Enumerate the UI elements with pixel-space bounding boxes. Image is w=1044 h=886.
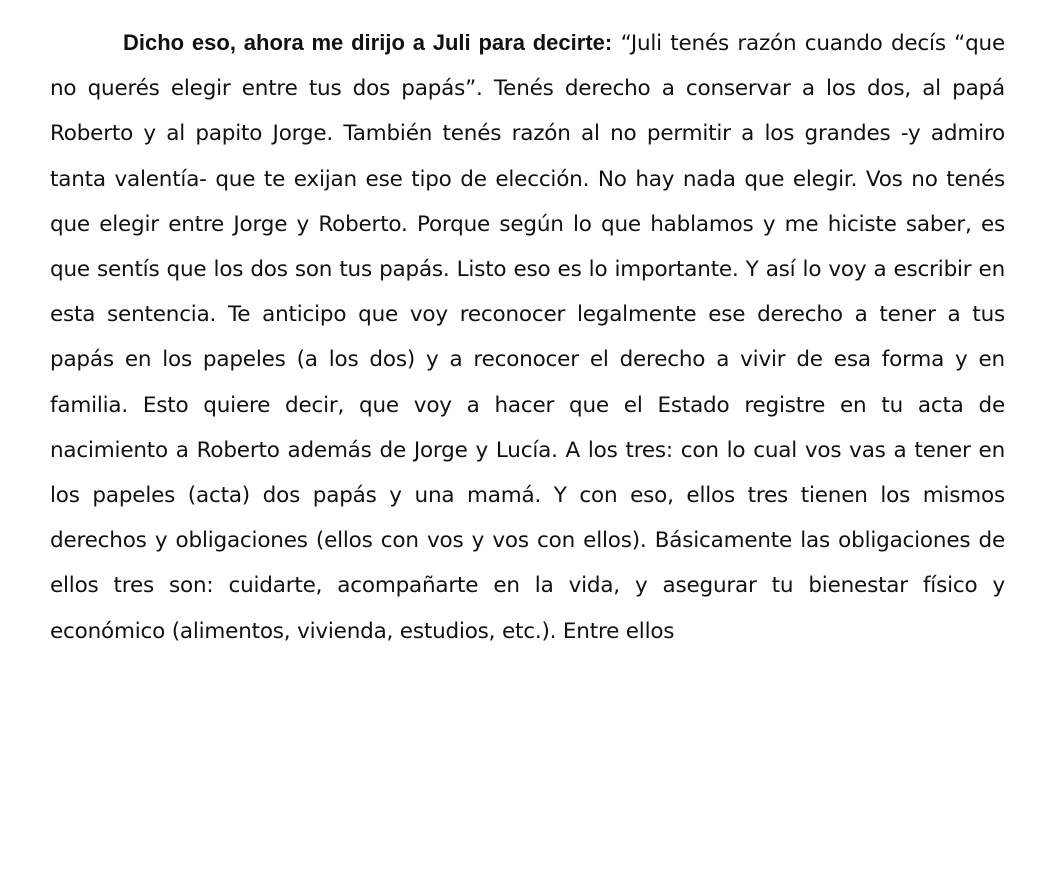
- lead-sentence: Dicho eso, ahora me dirijo a Juli para decirte:: [123, 30, 613, 55]
- body-paragraph: [50, 20, 1005, 654]
- paragraph-text: “Juli tenés razón cuando decís “que no querés elegir entre tus dos papás”. Tenés derecho a conservar a los dos, al papá Roberto y al papito Jorge. También tenés razón al no permitir a los grandes -y admiro tanta valentía- que te exijan ese tipo de elección. No hay nada que elegir. Vos no tenés que elegir entre Jorge y Roberto. Porque según lo que hablamos y me hiciste saber, es que sentís que los dos son tus papás. Listo eso es lo importante. Y así lo voy a escribir en esta sentencia. Te anticipo que voy reconocer legalmente ese derecho a tener a tus papás en los papeles (a los dos) y a reconocer el derecho a vivir de esa forma y en familia. Esto quiere decir, que voy a hacer que el Estado registre en tu acta de nacimiento a Roberto además de Jorge y Lucía. A los tres: con lo cual vos vas a tener en los papeles (acta) dos papás y una mamá. Y con eso, ellos tres tienen los mismos derechos y obligaciones (ellos con vos y vos con ellos). Básicamente las obligaciones de ellos tres son: cuidarte, acompañarte en la vida, y asegurar tu bienestar físico y económico (alimentos, vivienda, estudios, etc.). Entre ellos: [50, 31, 1005, 644]
